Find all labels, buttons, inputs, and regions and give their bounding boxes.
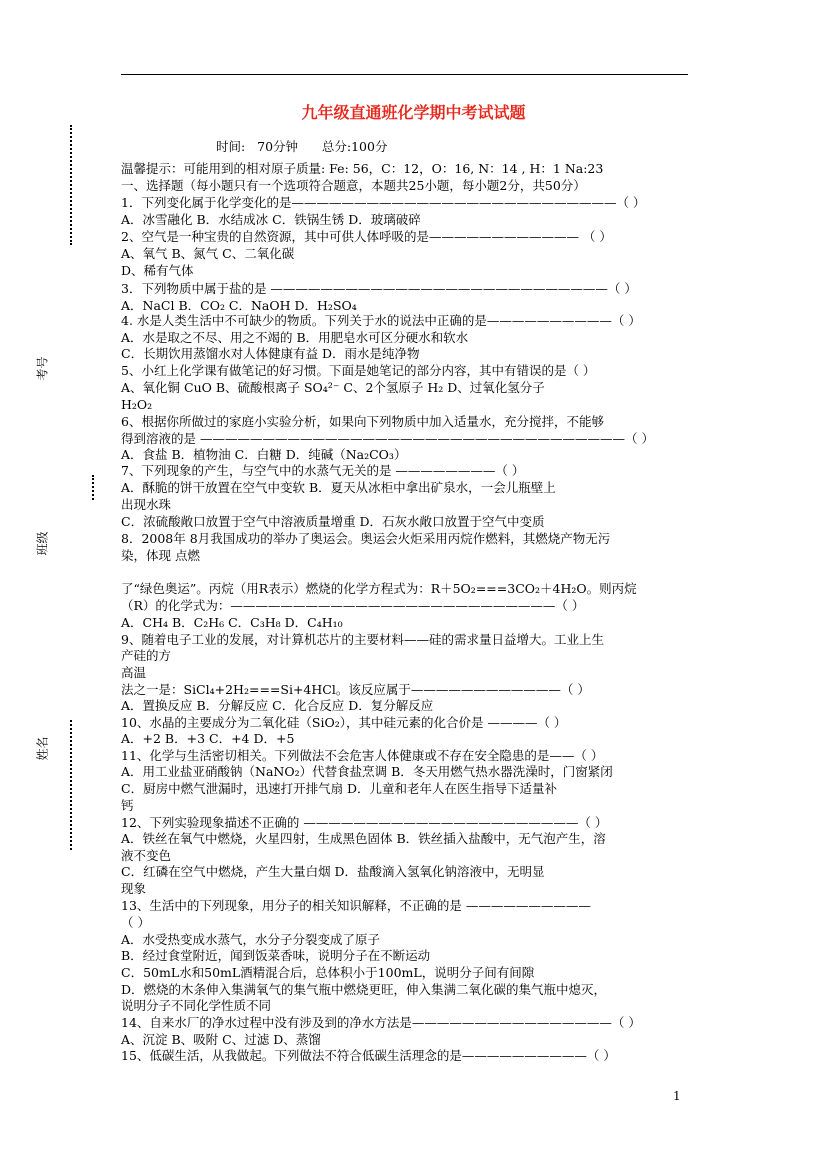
text-line: C．浓硫酸敞口放置于空气中溶液质量增重 D．石灰水敞口放置于空气中变质 [121, 514, 545, 529]
text-line: 12、下列实验现象描述不正确的 ——————————————————————（ ） [121, 815, 608, 830]
text-line: 10、水晶的主要成分为二氧化硅（SiO₂），其中硅元素的化合价是 ————（ ） [121, 715, 567, 730]
text-line: 5、小红上化学课有做笔记的好习惯。下面是她笔记的部分内容，其中有错误的是（ ） [121, 363, 596, 378]
text-line: 产硅的方 [121, 648, 172, 663]
text-line: C．50mL水和50mL酒精混合后，总体积小于100mL，说明分子间有间隙 [121, 965, 535, 980]
text-line: A、沉淀 B、吸附 C、过滤 D、蒸馏 [121, 1032, 321, 1047]
text-line: D、稀有气体 [121, 263, 194, 278]
text-line: 9、随着电子工业的发展，对计算机芯片的主要材料——硅的需求量日益增大。工业上生 [121, 632, 604, 647]
text-line: A．水受热变成水蒸气，水分子分裂变成了原子 [121, 932, 381, 947]
text-line: 说明分子不同化学性质不同 [121, 998, 272, 1013]
text-line: （R）的化学式为：——————————————————————————（ ） [121, 598, 585, 613]
text-line: A．NaCl B．CO₂ C．NaOH D．H₂SO₄ [121, 298, 357, 313]
text-line: 染，体现 点燃 [121, 548, 200, 563]
text-line: 法之一是：SiCl₄+2H₂===Si+4HCl。该反应属于————————————（ ） [121, 682, 590, 697]
text-line: A．CH₄ B．C₂H₆ C．C₃H₈ D．C₄H₁₀ [121, 615, 343, 630]
text-line: 7、下列现象的产生，与空气中的水蒸气无关的是 ————————（ ） [121, 463, 525, 478]
text-line: C．红磷在空气中燃烧，产生大量白烟 D．盐酸滴入氢氧化钠溶液中，无明显 [121, 864, 545, 879]
text-line: 钙 [121, 798, 134, 813]
text-line: B．经过食堂附近，闻到饭菜香味，说明分子在不断运动 [121, 948, 431, 963]
text-line: 一、选择题（每小题只有一个选项符合题意，本题共25小题，每小题2分，共50分） [121, 178, 586, 193]
side-label-exam-no: 考号 [35, 356, 50, 381]
dotted-line-mid [92, 475, 94, 500]
text-line: A．酥脆的饼干放置在空气中变软 B．夏天从冰柜中拿出矿泉水，一会儿瓶壁上 [121, 480, 556, 495]
text-line: C．厨房中燃气泄漏时，迅速打开排气扇 D．儿童和老年人在医生指导下适量补 [121, 781, 558, 796]
text-line: C．长期饮用蒸馏水对人体健康有益 D．雨水是纯净物 [121, 346, 420, 361]
page-title: 九年级直通班化学期中考试试题 [301, 103, 526, 122]
text-line: A．+2 B．+3 C．+4 D．+5 [121, 731, 295, 746]
text-line: （ ） [121, 915, 150, 930]
text-line: 8．2008年 8月我国成功的举办了奥运会。奥运会火炬采用丙烷作燃料，其燃烧产物无污 [121, 531, 611, 546]
text-line: A、氧化铜 CuO B、硫酸根离子 SO₄²⁻ C、2个氢原子 H₂ D、过氧化氢分子 [121, 380, 545, 395]
text-line: 得到溶液的是 ——————————————————————————————————（ ） [121, 431, 654, 446]
text-line: A．冰雪融化 B．水结成冰 C．铁锅生锈 D．玻璃破碎 [121, 212, 421, 227]
side-label-name: 姓名 [35, 736, 50, 761]
text-line: A、氧气 B、氮气 C、二氧化碳 [121, 246, 295, 261]
text-line: 15、低碳生活，从我做起。下列做法不符合低碳生活理念的是——————————（ ） [121, 1048, 616, 1063]
text-line: D．燃烧的木条伸入集满氧气的集气瓶中燃烧更旺，伸入集满二氧化碳的集气瓶中熄灭， [121, 982, 607, 997]
text-line: 高温 [121, 665, 147, 680]
text-line: 14、自来水厂的净水过程中没有涉及到的净水方法是————————————————（ ） [121, 1015, 641, 1030]
text-line: 温馨提示：可能用到的相对原子质量: Fe: 56，C：12，O：16, N：14 , H：1 Na:23 [121, 161, 604, 176]
text-line: 液不变色 [121, 848, 172, 863]
side-label-class: 班级 [35, 531, 50, 556]
text-line: A．水是取之不尽、用之不竭的 B．用肥皂水可区分硬水和软水 [121, 330, 469, 345]
text-line: 1．下列变化属于化学变化的是——————————————————————————（ ） [121, 195, 646, 210]
text-line: 出现水珠 [121, 497, 172, 512]
page-number: 1 [673, 1089, 681, 1103]
header-rule [121, 74, 688, 75]
text-line: 4. 水是人类生活中不可缺少的物质。下列关于水的说法中正确的是——————————（ ） [121, 313, 641, 328]
text-line: 2、空气是一种宝贵的自然资源，其中可供人体呼吸的是———————————— （ ） [121, 229, 612, 244]
dotted-line-bottom [70, 720, 72, 850]
text-line: 6、根据你所做过的家庭小实验分析，如果向下列物质中加入适量水，充分搅拌，不能够 [121, 414, 604, 429]
text-line: 现象 [121, 881, 147, 896]
exam-time-score: 时间: 70分钟 总分:100分 [216, 139, 388, 154]
text-line: H₂O₂ [121, 397, 153, 412]
dotted-line-top [70, 125, 72, 245]
text-line: A．用工业盐亚硝酸钠（NaNO₂）代替食盐烹调 B．冬天用燃气热水器洗澡时，门窗紧闭 [121, 764, 613, 779]
text-line: 了“绿色奥运”。丙烷（用R表示）燃烧的化学方程式为：R＋5O₂===3CO₂＋4H₂O。则丙烷 [121, 581, 637, 596]
text-line: A．食盐 B．植物油 C．白糖 D．纯碱（Na₂CO₃） [121, 447, 407, 462]
text-line: 13、生活中的下列现象，用分子的相关知识解释，不正确的是 —————————— [121, 898, 591, 913]
text-line: A．置换反应 B．分解反应 C．化合反应 D．复分解反应 [121, 698, 434, 713]
text-line: A．铁丝在氧气中燃烧，火星四射，生成黑色固体 B．铁丝插入盐酸中，无气泡产生，溶 [121, 831, 606, 846]
text-line: 11、化学与生活密切相关。下列做法不会危害人体健康或不存在安全隐患的是——（ ） [121, 748, 604, 763]
text-line: 3．下列物质中属于盐的是 ———————————————————————————（ ） [121, 281, 637, 296]
